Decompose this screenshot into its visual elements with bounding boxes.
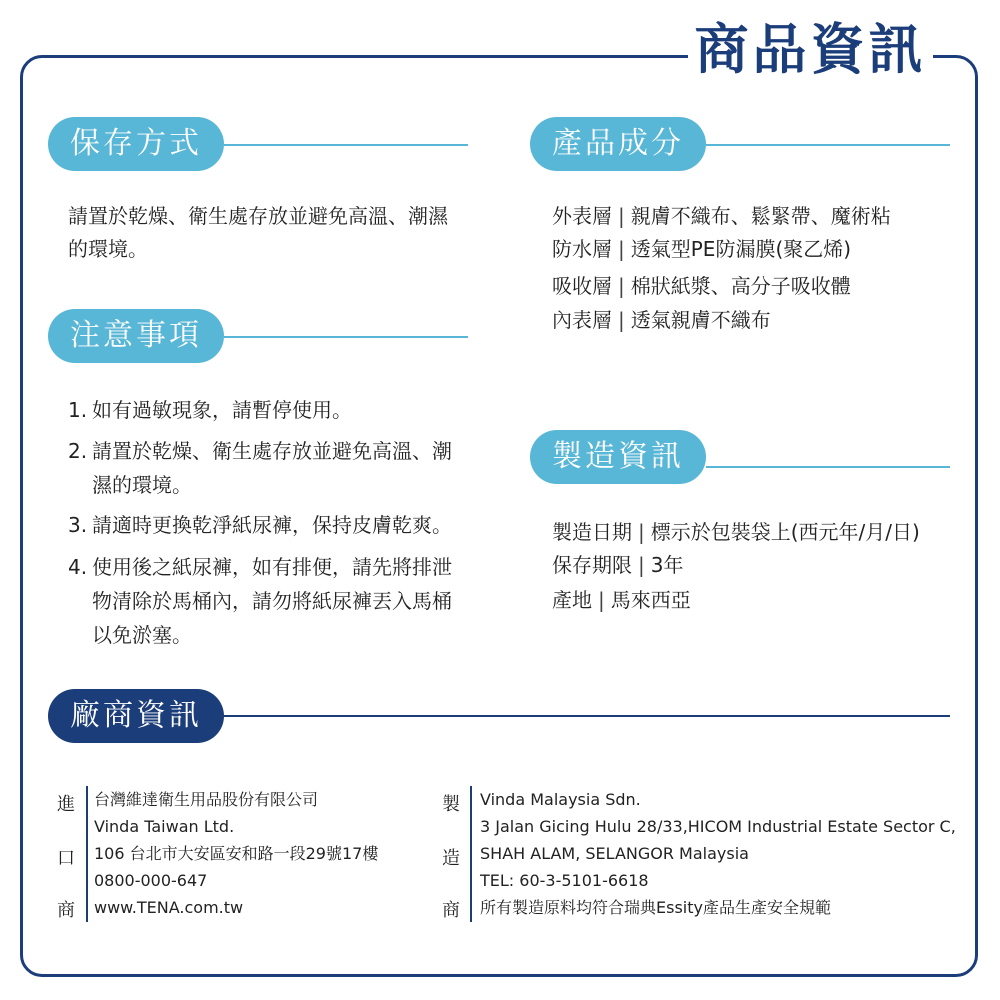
manufacturer-label-char: 造: [442, 848, 460, 869]
manufacturer-line: Vinda Malaysia Sdn.: [480, 790, 641, 809]
ingredient-label: 外表層: [552, 204, 612, 228]
manufacturer-line: 3 Jalan Gicing Hulu 28/33,HICOM Industrial Estate Sector C,: [480, 817, 956, 836]
list-item-number: 4.: [68, 555, 88, 579]
manufacturing-value: 3年: [650, 553, 684, 577]
list-item-number: 2.: [68, 439, 88, 463]
importer-label-char: 口: [57, 848, 75, 869]
list-item-text: 如有過敏現象，請暫停使用。: [92, 398, 352, 422]
ingredient-value: 棉狀紙漿、高分子吸收體: [630, 274, 851, 298]
manufacturing-section-title: 製造資訊: [530, 430, 706, 484]
manufacturing-label: 製造日期: [552, 520, 632, 544]
notes-rule: [224, 336, 468, 338]
list-item: [68, 508, 468, 542]
ingredient-value: 透氣親膚不織布: [630, 308, 771, 332]
list-item-text: 請置於乾燥、衛生處存放並避免高溫、潮: [92, 439, 452, 463]
importer-divider: [86, 786, 88, 922]
list-item-number: 1.: [68, 398, 88, 422]
list-item-text: 物清除於馬桶內，請勿將紙尿褲丟入馬桶: [92, 589, 452, 613]
ingredients-section-title: 產品成分: [530, 117, 706, 171]
list-item-text: 請適時更換乾淨紙尿褲，保持皮膚乾爽。: [92, 513, 452, 537]
storage-section-title: 保存方式: [48, 117, 224, 171]
manufacturer-divider: [470, 786, 472, 922]
manufacturing-value: 馬來西亞: [610, 588, 691, 612]
ingredient-value: 透氣型PE防漏膜(聚乙烯): [630, 237, 852, 261]
vendor-rule: [224, 715, 950, 717]
separator: |: [618, 204, 625, 228]
ingredient-row: [552, 304, 771, 337]
ingredient-row: [552, 200, 891, 233]
manufacturing-rule: [706, 466, 950, 468]
ingredient-row: [552, 270, 851, 303]
storage-line-1: 請置於乾燥、衛生處存放並避免高溫、潮濕: [68, 204, 448, 228]
manufacturer-label-char: 製: [442, 794, 460, 815]
manufacturer-line: TEL: 60-3-5101-6618: [480, 871, 649, 890]
list-item: [68, 550, 468, 652]
storage-rule: [224, 144, 468, 146]
separator: |: [618, 237, 625, 261]
manufacturer-label-char: 商: [442, 900, 460, 921]
manufacturer-line: 所有製造原料均符合瑞典Essity產品生產安全規範: [480, 898, 831, 917]
manufacturing-value: 標示於包裝袋上(西元年/月/日): [650, 520, 920, 544]
separator: |: [638, 553, 645, 577]
notes-section-title: 注意事項: [48, 309, 224, 363]
list-item-text: 以免淤塞。: [92, 623, 192, 647]
list-item-text: 使用後之紙尿褲，如有排便，請先將排泄: [92, 555, 452, 579]
importer-link[interactable]: www.TENA.com.tw: [94, 898, 244, 917]
separator: |: [638, 520, 645, 544]
ingredient-row: [552, 233, 851, 266]
importer-label-char: 進: [57, 794, 75, 815]
ingredient-label: 內表層: [552, 308, 612, 332]
separator: |: [618, 308, 625, 332]
separator: |: [598, 588, 605, 612]
importer-line: 106 台北市大安區安和路一段29號17樓: [94, 844, 379, 863]
importer-line: 台灣維達衛生用品股份有限公司: [94, 790, 319, 809]
manufacturer-line: SHAH ALAM, SELANGOR Malaysia: [480, 844, 749, 863]
manufacturing-row: [552, 549, 683, 582]
importer-label-char: 商: [57, 900, 75, 921]
manufacturing-label: 保存期限: [552, 553, 632, 577]
importer-line: Vinda Taiwan Ltd.: [94, 817, 235, 836]
importer-line: 0800-000-647: [94, 871, 208, 890]
ingredients-rule: [706, 144, 950, 146]
manufacturing-row: [552, 584, 691, 617]
manufacturing-label: 產地: [552, 588, 592, 612]
separator: |: [618, 274, 625, 298]
manufacturing-row: [552, 516, 920, 549]
list-item: [68, 393, 468, 427]
ingredient-value: 親膚不織布、鬆緊帶、魔術粘: [630, 204, 891, 228]
storage-line-2: 的環境。: [68, 237, 148, 261]
ingredient-label: 吸收層: [552, 274, 612, 298]
ingredient-label: 防水層: [552, 237, 612, 261]
page-title: 商品資訊: [688, 14, 933, 86]
list-item-number: 3.: [68, 513, 88, 537]
list-item-text: 濕的環境。: [92, 473, 192, 497]
vendor-section-title: 廠商資訊: [48, 689, 224, 743]
list-item: [68, 434, 468, 502]
